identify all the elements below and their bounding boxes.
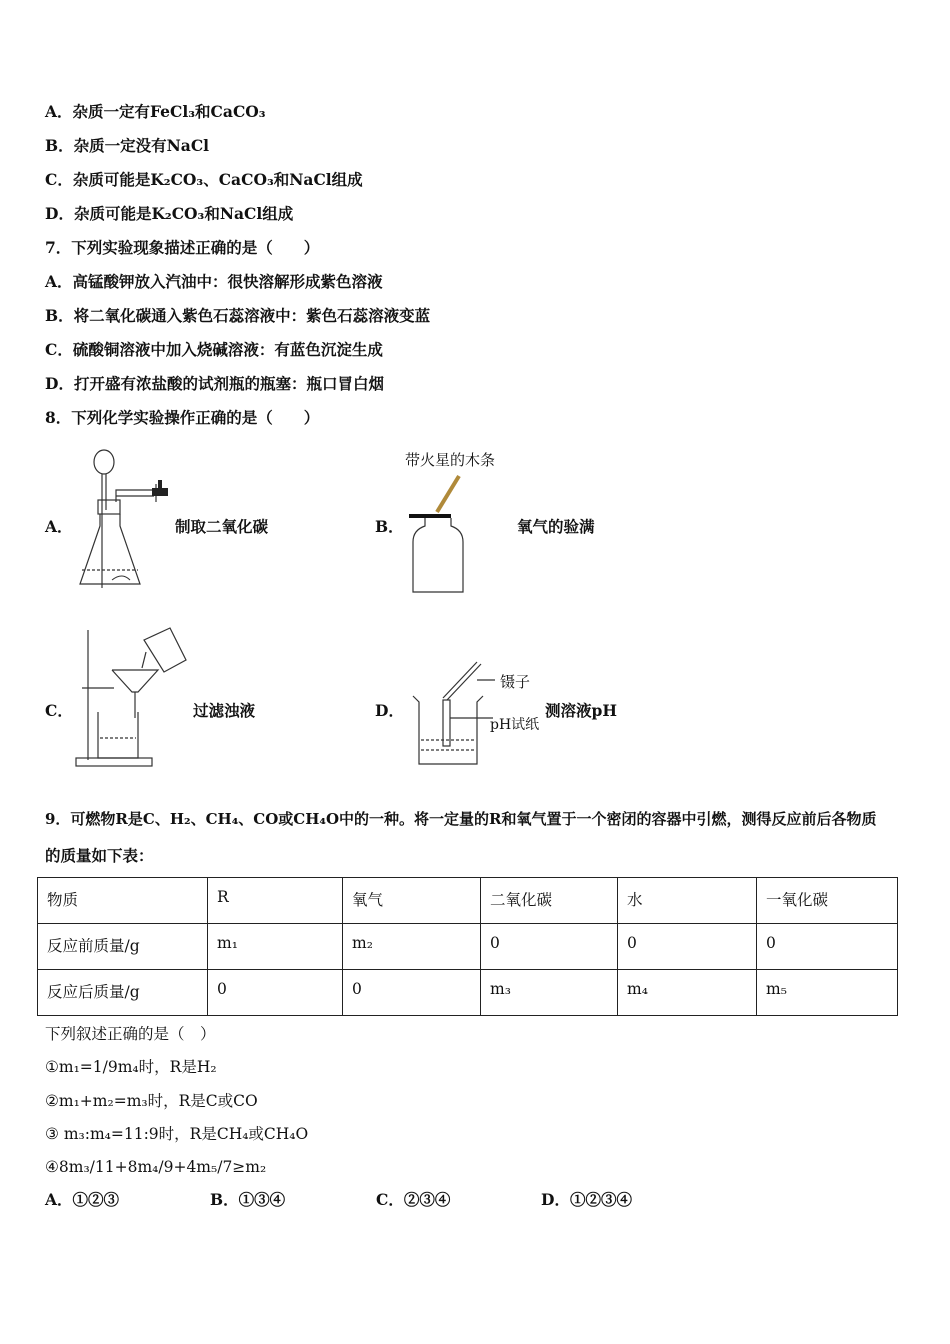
table-cell: 反应后质量/g bbox=[38, 970, 208, 1016]
table-row bbox=[38, 970, 898, 1016]
table-cell: 0 bbox=[618, 924, 757, 970]
table-cell: m₅ bbox=[757, 970, 898, 1016]
splint-label: 带火星的木条 bbox=[405, 451, 496, 469]
q7-stem: 7．下列实验现象描述正确的是（ ） bbox=[45, 238, 320, 257]
q8-d-letter: D． bbox=[375, 701, 404, 720]
table-cell: m₂ bbox=[343, 924, 481, 970]
q6-option-c: C．杂质可能是K₂CO₃、CaCO₃和NaCl组成 bbox=[45, 170, 363, 189]
q7-option-a: A．高锰酸钾放入汽油中：很快溶解形成紫色溶液 bbox=[45, 272, 383, 291]
table-cell: 0 bbox=[757, 924, 898, 970]
table-cell: 0 bbox=[343, 970, 481, 1016]
q8-b-letter: B． bbox=[375, 517, 404, 536]
q9-choice-c: C．②③④ bbox=[376, 1190, 451, 1209]
q9-statement-4: ④8m₃/11+8m₄/9+4m₅/7≥m₂ bbox=[45, 1158, 267, 1176]
table-cell: m₁ bbox=[208, 924, 343, 970]
table-header-cell: 一氧化碳 bbox=[757, 878, 898, 924]
q9-statement-2: ②m₁+m₂=m₃时，R是C或CO bbox=[45, 1092, 258, 1110]
table-cell: 0 bbox=[481, 924, 618, 970]
table-cell: 反应前质量/g bbox=[38, 924, 208, 970]
co2-generator-figure bbox=[72, 440, 182, 596]
q9-statement-3: ③ m₃:m₄=11:9时，R是CH₄或CH₄O bbox=[45, 1125, 309, 1143]
q8-a-letter: A． bbox=[45, 517, 73, 536]
q8-c-letter: C． bbox=[45, 701, 73, 720]
tweezers-label: 镊子 bbox=[500, 673, 531, 691]
q9-statement-1: ①m₁=1/9m₄时，R是H₂ bbox=[45, 1058, 217, 1076]
table-cell: 0 bbox=[208, 970, 343, 1016]
table-header-cell: 水 bbox=[618, 878, 757, 924]
q6-option-b: B．杂质一定没有NaCl bbox=[45, 136, 210, 155]
q9-stem-line1: 9．可燃物R是C、H₂、CH₄、CO或CH₄O中的一种。将一定量的R和氧气置于一个密闭的容器中引燃，测得反应前后各物质 bbox=[45, 810, 877, 828]
q8-b-caption: 氧气的验满 bbox=[517, 517, 595, 536]
q9-choice-d: D．①②③④ bbox=[541, 1190, 632, 1209]
q7-option-d: D．打开盛有浓盐酸的试剂瓶的瓶塞：瓶口冒白烟 bbox=[45, 374, 384, 393]
q7-option-c: C．硫酸铜溶液中加入烧碱溶液：有蓝色沉淀生成 bbox=[45, 340, 383, 359]
ph-paper-label: pH试纸 bbox=[490, 717, 540, 733]
table-header-row bbox=[38, 878, 898, 924]
q8-stem: 8．下列化学实验操作正确的是（ ） bbox=[45, 408, 320, 427]
table-header-cell: 物质 bbox=[38, 878, 208, 924]
table-row bbox=[38, 924, 898, 970]
q6-option-d: D．杂质可能是K₂CO₃和NaCl组成 bbox=[45, 204, 294, 223]
oxygen-bottle-figure bbox=[405, 470, 475, 596]
table-header-cell: 二氧化碳 bbox=[481, 878, 618, 924]
q8-c-caption: 过滤浊液 bbox=[193, 701, 256, 720]
mass-table bbox=[37, 877, 898, 1016]
table-cell: m₄ bbox=[618, 970, 757, 1016]
q8-a-caption: 制取二氧化碳 bbox=[175, 517, 269, 536]
table-header-cell: R bbox=[208, 878, 343, 924]
q7-option-b: B．将二氧化碳通入紫色石蕊溶液中：紫色石蕊溶液变蓝 bbox=[45, 306, 431, 325]
table-cell: m₃ bbox=[481, 970, 618, 1016]
table-header-cell: 氧气 bbox=[343, 878, 481, 924]
q9-choice-a: A．①②③ bbox=[45, 1190, 120, 1209]
filtration-figure bbox=[72, 622, 192, 770]
q9-stem-line2: 的质量如下表： bbox=[45, 846, 154, 865]
q8-d-caption: 测溶液pH bbox=[545, 701, 617, 720]
q9-choice-b: B．①③④ bbox=[210, 1190, 286, 1209]
ph-test-figure bbox=[405, 658, 495, 770]
q6-option-a: A．杂质一定有FeCl₃和CaCO₃ bbox=[45, 102, 266, 121]
q9-question: 下列叙述正确的是（ ） bbox=[45, 1025, 216, 1043]
